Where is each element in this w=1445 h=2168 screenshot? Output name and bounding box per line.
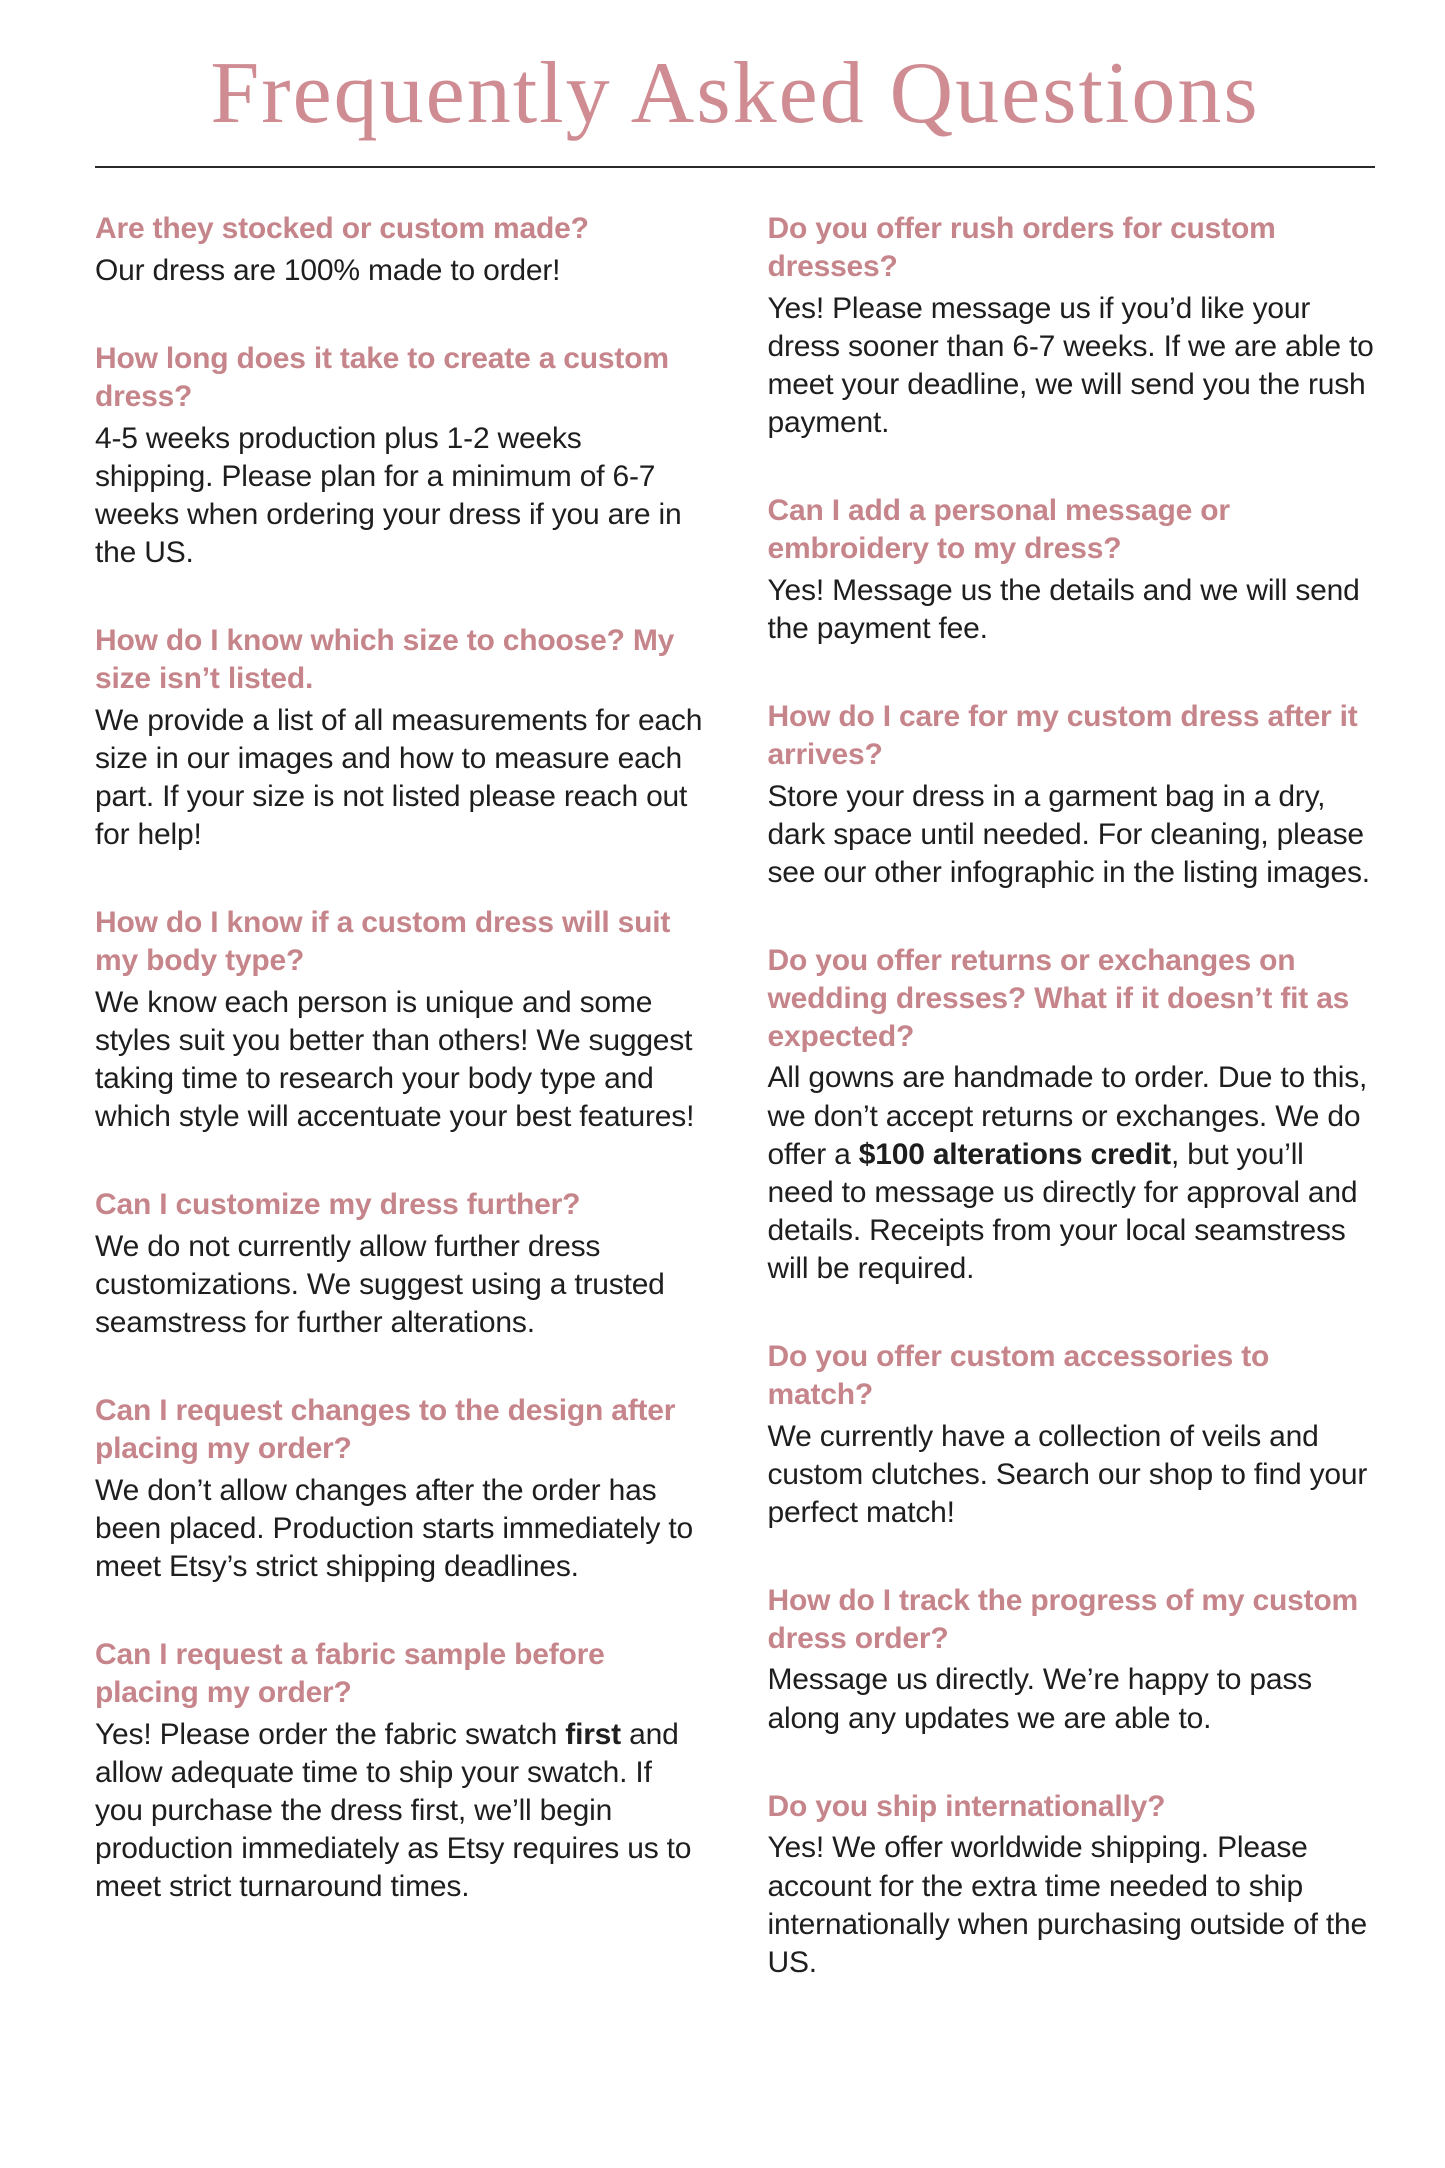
faq-item bbox=[768, 1338, 1376, 1532]
faq-item bbox=[768, 1582, 1376, 1738]
faq-answer: Yes! Please message us if you’d like your dress sooner than 6-7 weeks. If we are able to meet your deadline, we will send you the rush payment. bbox=[767, 291, 1374, 440]
faq-item bbox=[95, 1636, 703, 1906]
faq-answer: We do not currently allow further dress customizations. We suggest using a trusted seamstress for further alterations. bbox=[95, 1229, 665, 1340]
faq-item bbox=[95, 210, 703, 290]
faq-answer: Yes! Message us the details and we will send the payment fee. bbox=[767, 573, 1360, 646]
faq-answer: Yes! Please order the fabric swatch first and allow adequate time to ship your swatch. If you purchase the dress first, we’ll begin production immediately as Etsy requires us to meet strict turnaround times. bbox=[95, 1717, 692, 1904]
faq-question: Do you ship internationally? bbox=[767, 1789, 1166, 1823]
faq-item bbox=[768, 942, 1376, 1288]
faq-item bbox=[95, 340, 703, 572]
faq-answer: We provide a list of all measurements for each size in our images and how to measure each part. If your size is not listed please reach out for help! bbox=[95, 703, 703, 852]
faq-answer: We know each person is unique and some styles suit you better than others! We suggest taking time to research your body type and which style will accentuate your best features! bbox=[95, 985, 695, 1134]
faq-answer: Store your dress in a garment bag in a dry, dark space until needed. For cleaning, please see our other infographic in the listing images. bbox=[767, 779, 1370, 889]
faq-question: How do I care for my custom dress after it arrives? bbox=[767, 700, 1358, 771]
faq-column-right bbox=[768, 210, 1376, 2031]
faq-question: How do I know which size to choose? My size isn’t listed. bbox=[95, 624, 675, 696]
faq-answer: Our dress are 100% made to order! bbox=[95, 254, 561, 288]
faq-item bbox=[95, 904, 703, 1136]
faq-item bbox=[768, 210, 1376, 442]
faq-question: Can I add a personal message or embroidery to my dress? bbox=[767, 494, 1230, 566]
faq-answer: We don’t allow changes after the order has been placed. Production starts immediately to meet Etsy’s strict shipping deadlines. bbox=[95, 1473, 693, 1584]
faq-item bbox=[95, 1186, 703, 1342]
faq-question: Can I customize my dress further? bbox=[95, 1188, 581, 1222]
faq-question: Are they stocked or custom made? bbox=[95, 212, 589, 246]
faq-question: Can I request changes to the design after placing my order? bbox=[95, 1394, 676, 1466]
faq-question: How do I know if a custom dress will suit my body type? bbox=[95, 906, 671, 978]
title-divider bbox=[95, 166, 1375, 168]
faq-item bbox=[768, 492, 1376, 648]
faq-item bbox=[95, 622, 703, 854]
faq-item bbox=[95, 1392, 703, 1586]
faq-answer-bold-text: first bbox=[565, 1717, 621, 1751]
faq-item bbox=[768, 698, 1376, 892]
faq-columns bbox=[95, 210, 1375, 2031]
faq-answer: We currently have a collection of veils and custom clutches. Search our shop to find your perfect match! bbox=[767, 1419, 1368, 1529]
faq-answer: Message us directly. We’re happy to pass along any updates we are able to. bbox=[767, 1663, 1312, 1735]
faq-question: How do I track the progress of my custom dress order? bbox=[767, 1583, 1358, 1655]
faq-question: Can I request a fabric sample before placing my order? bbox=[95, 1638, 605, 1709]
faq-question: Do you offer rush orders for custom dresses? bbox=[767, 212, 1276, 284]
faq-answer: 4-5 weeks production plus 1-2 weeks shipping. Please plan for a minimum of 6-7 weeks when ordering your dress if you are in the US. bbox=[95, 421, 682, 570]
faq-question: Do you offer returns or exchanges on wedding dresses? What if it doesn’t fit as expected? bbox=[767, 944, 1350, 1053]
faq-item bbox=[768, 1788, 1376, 1982]
page-title: Frequently Asked Questions bbox=[210, 45, 1260, 142]
faq-question: How long does it take to create a custom dress? bbox=[95, 342, 669, 414]
faq-question: Do you offer custom accessories to match? bbox=[767, 1339, 1270, 1411]
faq-column-left bbox=[95, 210, 703, 2031]
faq-answer-bold-text: $100 alterations credit bbox=[858, 1137, 1171, 1171]
faq-answer: All gowns are handmade to order. Due to this, we don’t accept returns or exchanges. We do offer a $100 alterations credit, but you’ll need to message us directly for approval and details. Receipts from your local seamstress will be required. bbox=[767, 1061, 1368, 1285]
faq-answer: Yes! We offer worldwide shipping. Please account for the extra time needed to ship internationally when purchasing outside of the US. bbox=[767, 1831, 1368, 1979]
